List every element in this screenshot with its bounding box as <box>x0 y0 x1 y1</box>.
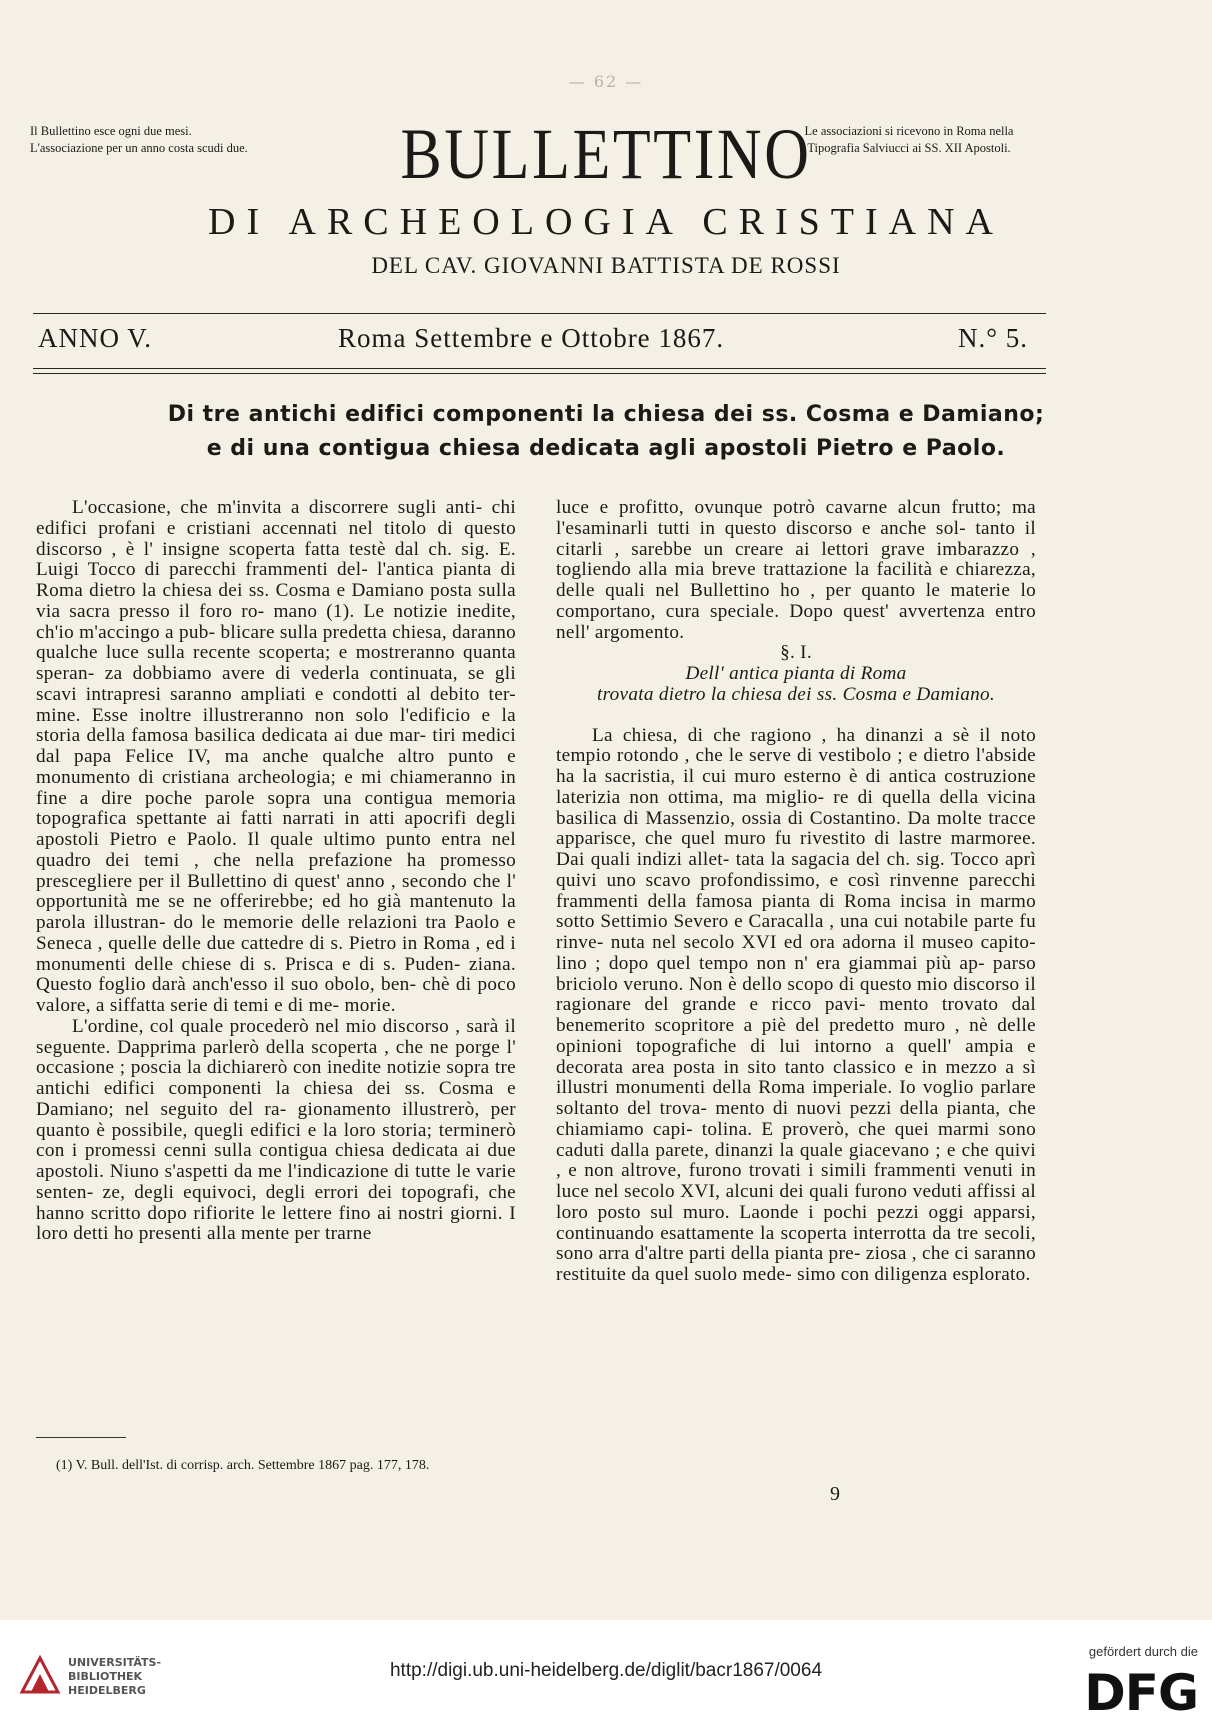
section-number: §. I. <box>780 642 812 664</box>
association-note <box>760 123 1058 157</box>
issue-rule-top <box>33 368 1046 369</box>
note-line: Tipografia Salviucci ai SS. XII Apostoli. <box>807 141 1011 155</box>
page-number: 9 <box>830 1483 840 1505</box>
digitization-footer <box>0 1620 1212 1731</box>
issue-year: ANNO V. <box>38 323 153 353</box>
institution-line: HEIDELBERG <box>68 1684 146 1697</box>
dfg-logo: DFG <box>1084 1664 1198 1722</box>
institution-line: UNIVERSITÄTS- <box>68 1656 162 1669</box>
article-title-line: Di tre antichi edifici componenti la chiesa dei ss. Cosma e Damiano; <box>167 402 1045 427</box>
issue-rule-bottom <box>33 373 1046 374</box>
issue-number: N.° 5. <box>958 323 1029 353</box>
note-line: L'associazione per un anno costa scudi due. <box>30 141 248 155</box>
section-heading: Dell' antica pianta di Roma <box>685 663 907 684</box>
footnote: (1) V. Bull. dell'Ist. di corrisp. arch. Settembre 1867 pag. 177, 178. <box>56 1458 430 1473</box>
paragraph: La chiesa, di che ragiono , ha dinanzi a sè il noto tempio rotondo , che le serve di vestibolo ; e dietro l'abside ha la sacristia, il cui muro esterno è di antica costruzione laterizia non ottima, ma miglio- re di quella della vicina basilica di Massenzio, ossia di Costantino. Da molte tracce apparisce, che quel muro fu rivestito di lastre marmoree. Dai quali indizi allet- tata la sagacia del ch. sig. Tocco aprì quivi uno scavo profondissimo, e così rinvenne parecchi frammenti della famosa pianta di Roma incisa in marmo sotto Settimio Severo e Caracalla , una cui notabile parte fu rinve- nuta nel secolo XVI ed ora adorna il museo capito- lino ; dopo quel tempo non n' era giammai più ap- parso briciolo veruno. Non è dello scopo di questo mio discorso il ragionare del grande e ricco pavi- mento trovato dal benemerito scopritore a piè del predetto muro , nè delle opinioni topografiche di lui intorno a quell' ampia e decorata area posta in sito tanto classico e in mezzo a sì illustri monumenti della Roma imperiale. Io voglio parlare soltanto del trova- mento di nuovi pezzi della pianta, che chiamiamo capi- tolina. E proverò, che quei marmi sono caduti dalla parete, dinanzi la quale giacevano ; e che quivi , e non altrove, furono trovati i simili frammenti venuti in luce nel secolo XVI, alcuni dei quali furono veduti affissi al loro posto sul muro. Laonde i pochi pezzi oggi apparsi, continuando esattamente la scoperta interrotta da tre secoli, sono arra d'altre parti della pianta pre- ziosa , che ci saranno restituite da quel suolo mede- simo con diligenza esplorato. <box>556 724 1036 1285</box>
footnote-rule <box>36 1437 126 1438</box>
issue-date: Roma Settembre e Ottobre 1867. <box>338 323 725 353</box>
paragraph: L'ordine, col quale procederò nel mio discorso , sarà il seguente. Dapprima parlerò della scoperta , che ne porge l' occasione ; poscia la dichiarerò con inedite notizie sopra tre antichi edifici componenti la chiesa dei ss. Cosma e Damiano; nel seguito del ra- gionamento illustrerò, per quanto è possibile, quegli edifici e la loro storia; terminerò con i promessi cenni sulla contigua chiesa dedicata ai due apostoli. Niuno s'aspetti da me l'indicazione di tutte le varie senten- ze, degli equivoci, degli errori dei topografi, che hanno scritto dopo rifiorite le lettere fino ai nostri giorni. I loro detti ho presenti alla mente per trarne <box>36 1015 516 1245</box>
funded-by-label: gefördert durch die <box>1088 1644 1198 1659</box>
article-title-line: e di una contigua chiesa dedicata agli apostoli Pietro e Paolo. <box>206 436 1006 461</box>
source-url[interactable]: http://digi.ub.uni-heidelberg.de/diglit/bacr1867/0064 <box>389 1660 823 1681</box>
paragraph: luce e profitto, ovunque potrò cavarne alcun frutto; ma l'esaminarli tutti in questo discorso e anche sol- tanto il citarli , sarebbe un creare ai lettori grave imbarazzo , togliendo alla mia breve trattazione la facilità e chiarezza, delle quali nel Bullettino ho , per quanto le materie lo comportano, cura speciale. Dopo quest' avvertenza entro nell' argomento. <box>556 497 1036 643</box>
right-column <box>556 498 1036 1286</box>
paragraph: L'occasione, che m'invita a discorrere sugli anti- chi edifici profani e cristiani accennati nel titolo di questo discorso , è l' insigne scoperta fatta testè dal ch. sig. E. Luigi Tocco di parecchi frammenti del- l'antica pianta di Roma dietro la chiesa dei ss. Cosma e Damiano posta sulla via sacra presso il foro ro- mano (1). Le notizie inedite, ch'io m'accingo a pub- blicare sulla predetta chiesa, daranno qualche luce sulla recente scoperta; e mostreranno quanta speran- za dobbiamo avere di vederla continuata, se gli scavi intrapresi saranno ampliati e condotti al debito ter- mine. Esse inoltre illustreranno non solo l'edificio e la storia della famosa basilica dedicata ai due mar- tiri medici dal papa Felice IV, ma anche qualche altro punto e monumento di cristiana archeologia; e mi chiameranno in fine a dire poche parole sopra una contigua memoria topografica spettante ai fatti narrati in atti apocrifi degli apostoli Pietro e Paolo. Il quale ultimo punto entra nel quadro dei temi , che nella prefazione ha promesso prescegliere per il Bullettino di quest' anno , secondo che l' opportunità me se ne offerirebbe; ed ho già mantenuto la parola illustran- do le memorie delle relazioni tra Paolo e Seneca , quelle delle due cattedre di s. Pietro in Roma , ed i monumenti delle chiese di s. Prisca e di s. Puden- ziana. Questo foglio darà anch'esso il suo obolo, ben- chè di poco valore, a siffatta serie di temi e di me- morie. <box>36 497 516 1016</box>
section-heading: trovata dietro la chiesa dei ss. Cosma e Damiano. <box>596 683 996 705</box>
masthead-title: BULLETTINO <box>400 114 812 194</box>
journal-author: DEL CAV. GIOVANNI BATTISTA DE ROSSI <box>371 253 841 278</box>
header-rule <box>33 313 1046 314</box>
article-title <box>0 398 1212 466</box>
institution-line: BIBLIOTHEK <box>68 1670 143 1683</box>
left-column <box>36 498 516 1245</box>
page-mark: — 62 — <box>568 72 644 91</box>
journal-subtitle: DI ARCHEOLOGIA CRISTIANA <box>208 201 1004 243</box>
note-line: Le associazioni si ricevono in Roma nella <box>804 124 1014 138</box>
issue-line <box>38 323 1038 359</box>
note-line: Il Bullettino esce ogni due mesi. <box>30 124 192 138</box>
